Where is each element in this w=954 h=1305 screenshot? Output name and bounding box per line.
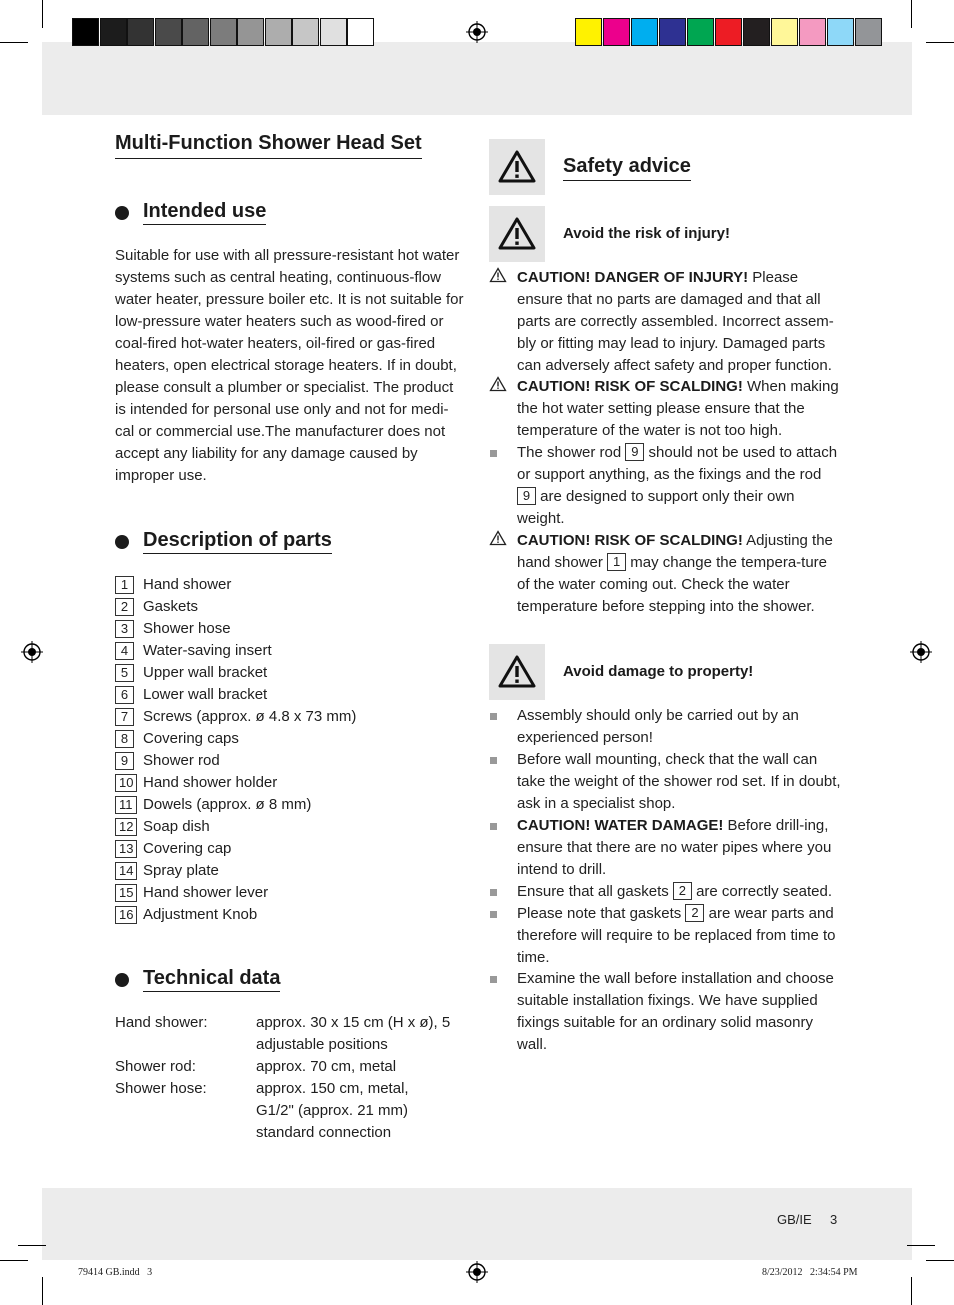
part-number-badge: 16 (115, 906, 137, 924)
gray-swatch (72, 18, 99, 46)
part-row (115, 838, 455, 860)
part-number-badge: 7 (115, 708, 134, 726)
part-label: Covering caps (143, 730, 239, 747)
registration-mark-icon (21, 641, 43, 663)
gray-swatch (265, 18, 292, 46)
injury-subheading: Avoid the risk of injury! (563, 225, 730, 242)
part-number-badge: 2 (673, 882, 692, 900)
color-swatch (715, 18, 742, 46)
small-warning-icon (489, 530, 509, 553)
part-label: Lower wall bracket (143, 686, 268, 703)
registration-mark-icon (466, 1261, 488, 1283)
gray-swatch (127, 18, 154, 46)
part-number-badge: 9 (115, 752, 134, 770)
warning-box (489, 206, 545, 262)
color-swatch (603, 18, 630, 46)
bullet-icon (115, 535, 129, 549)
part-row (115, 596, 455, 618)
part-row (115, 618, 455, 640)
property-subheading: Avoid damage to property! (563, 663, 754, 680)
part-row (115, 794, 455, 816)
file-slug: 79414 GB.indd 3 (78, 1267, 153, 1278)
gray-swatch (210, 18, 237, 46)
region-label: GB/IE (777, 1212, 812, 1227)
gray-swatch (292, 18, 319, 46)
tech-row-shower-rod: Shower rod: approx. 70 cm, metal (115, 1058, 397, 1075)
part-number-badge: 6 (115, 686, 134, 704)
page-number: 3 (830, 1212, 838, 1227)
part-label: Gaskets (143, 598, 199, 615)
part-label: Hand shower lever (143, 884, 269, 901)
part-number-badge: 11 (115, 796, 137, 814)
warning-triangle-icon (497, 147, 537, 187)
bullet-item: Before wall mounting, check that the wall can take the weight of the shower rod set. If in doubt, ask in a specialist shop. (517, 751, 841, 812)
color-swatch (743, 18, 770, 46)
part-number-badge: 10 (115, 774, 137, 792)
part-row (115, 706, 455, 728)
small-warning-icon (489, 376, 509, 399)
part-number-badge: 13 (115, 840, 137, 858)
part-number-badge: 12 (115, 818, 137, 836)
registration-mark-icon (910, 641, 932, 663)
part-row (115, 860, 455, 882)
part-number-badge: 2 (685, 904, 704, 922)
part-number-badge: 2 (115, 598, 134, 616)
parts-list (115, 574, 455, 926)
part-row (115, 882, 455, 904)
part-number-badge: 9 (517, 487, 536, 505)
color-swatch (799, 18, 826, 46)
bullet-item: Please note that gaskets 2 are wear parts and therefore will require to be replaced from time to time. (517, 905, 836, 966)
part-label: Shower rod (143, 752, 220, 769)
gray-swatch (237, 18, 264, 46)
part-label: Hand shower (143, 576, 232, 593)
registration-mark-icon (466, 21, 488, 43)
bullet-item: Examine the wall before installation and choose suitable installation fixings. We have supplied fixings suitable for an ordinary solid masonry wall. (517, 970, 834, 1053)
part-row (115, 640, 455, 662)
part-row (115, 574, 455, 596)
warning-item: CAUTION! RISK OF SCALDING! When making the hot water setting please ensure that the temperature of the water is not too high. (489, 376, 841, 442)
part-row (115, 662, 455, 684)
tech-row-shower-hose: Shower hose: approx. 150 cm, metal, G1/2" (approx. 21 mm) standard connection (115, 1080, 409, 1141)
color-swatch (827, 18, 854, 46)
part-number-badge: 8 (115, 730, 134, 748)
part-row (115, 772, 455, 794)
part-label: Spray plate (143, 862, 219, 879)
tech-row-hand-shower: Hand shower: approx. 30 x 15 cm (H x ø), 5 adjustable positions (115, 1014, 451, 1053)
color-swatch (631, 18, 658, 46)
warning-box (489, 139, 545, 195)
gray-swatch (155, 18, 182, 46)
part-number-badge: 9 (625, 443, 644, 461)
bullet-item: The shower rod 9 should not be used to attach or support anything, as the fixings and the rod 9 are designed to support only their own weight. (517, 444, 838, 527)
part-number-badge: 1 (115, 576, 134, 594)
bullet-item: Ensure that all gaskets 2 are correctly seated. (517, 883, 832, 900)
safety-advice-heading: Safety advice (563, 154, 691, 181)
part-row (115, 816, 455, 838)
color-swatch (575, 18, 602, 46)
part-row (115, 904, 455, 926)
color-swatch (659, 18, 686, 46)
gray-swatch (182, 18, 209, 46)
color-swatch (771, 18, 798, 46)
part-number-badge: 14 (115, 862, 137, 880)
intended-use-text: Suitable for use with all pressure-resistant hot water systems such as central heating, continuous-flow water heater, pressure boiler etc. It is not suitable for low-pressure water heaters such as wood-fired or coal-fired hot-water heaters, oil-fired or gas-fired heaters, open electrical storage heaters. If in doubt, please consult a plumber or specialist. The product is intended for personal use only and not for medi-cal or commercial use.The manufacturer does not accept any liability for any damage caused by improper use. (115, 247, 464, 484)
color-swatch (687, 18, 714, 46)
bullet-item: Assembly should only be carried out by an experienced person! (517, 707, 799, 746)
bullet-icon (115, 973, 129, 987)
part-number-badge: 3 (115, 620, 134, 638)
small-warning-icon (489, 267, 509, 290)
part-label: Water-saving insert (143, 642, 272, 659)
part-row (115, 684, 455, 706)
part-number-badge: 5 (115, 664, 134, 682)
warning-item: CAUTION! RISK OF SCALDING! Adjusting the hand shower 1 may change the tempera-ture of the water coming out. Check the water temperature before stepping into the shower. (489, 530, 841, 618)
part-number-badge: 1 (607, 553, 626, 571)
part-label: Upper wall bracket (143, 664, 268, 681)
part-label: Adjustment Knob (143, 906, 258, 923)
gray-swatch (320, 18, 347, 46)
part-label: Hand shower holder (143, 774, 278, 791)
gray-swatch (347, 18, 374, 46)
part-label: Dowels (approx. ø 8 mm) (143, 796, 312, 813)
part-row (115, 728, 455, 750)
bullet-item: CAUTION! WATER DAMAGE! Before drill-ing, ensure that there are no water pipes where you intend to drill. (517, 817, 832, 878)
warning-triangle-icon (497, 214, 537, 254)
part-row (115, 750, 455, 772)
document-title: Multi-Function Shower Head Set (115, 130, 422, 159)
warning-triangle-icon (497, 652, 537, 692)
warning-box (489, 644, 545, 700)
part-label: Covering cap (143, 840, 232, 857)
part-label: Shower hose (143, 620, 231, 637)
gray-swatch (100, 18, 127, 46)
warning-item: CAUTION! DANGER OF INJURY! Please ensure that no parts are damaged and that all parts are correctly assembled. Incorrect assem-bly or fitting may lead to injury. Damaged parts can adversely affect safety and proper function. (489, 267, 841, 377)
part-number-badge: 15 (115, 884, 137, 902)
bullet-icon (115, 206, 129, 220)
timestamp-slug: 8/23/2012 2:34:54 PM (762, 1267, 858, 1278)
header-band (42, 42, 912, 115)
color-swatch (855, 18, 882, 46)
part-label: Screws (approx. ø 4.8 x 73 mm) (143, 708, 357, 725)
part-number-badge: 4 (115, 642, 134, 660)
part-label: Soap dish (143, 818, 210, 835)
